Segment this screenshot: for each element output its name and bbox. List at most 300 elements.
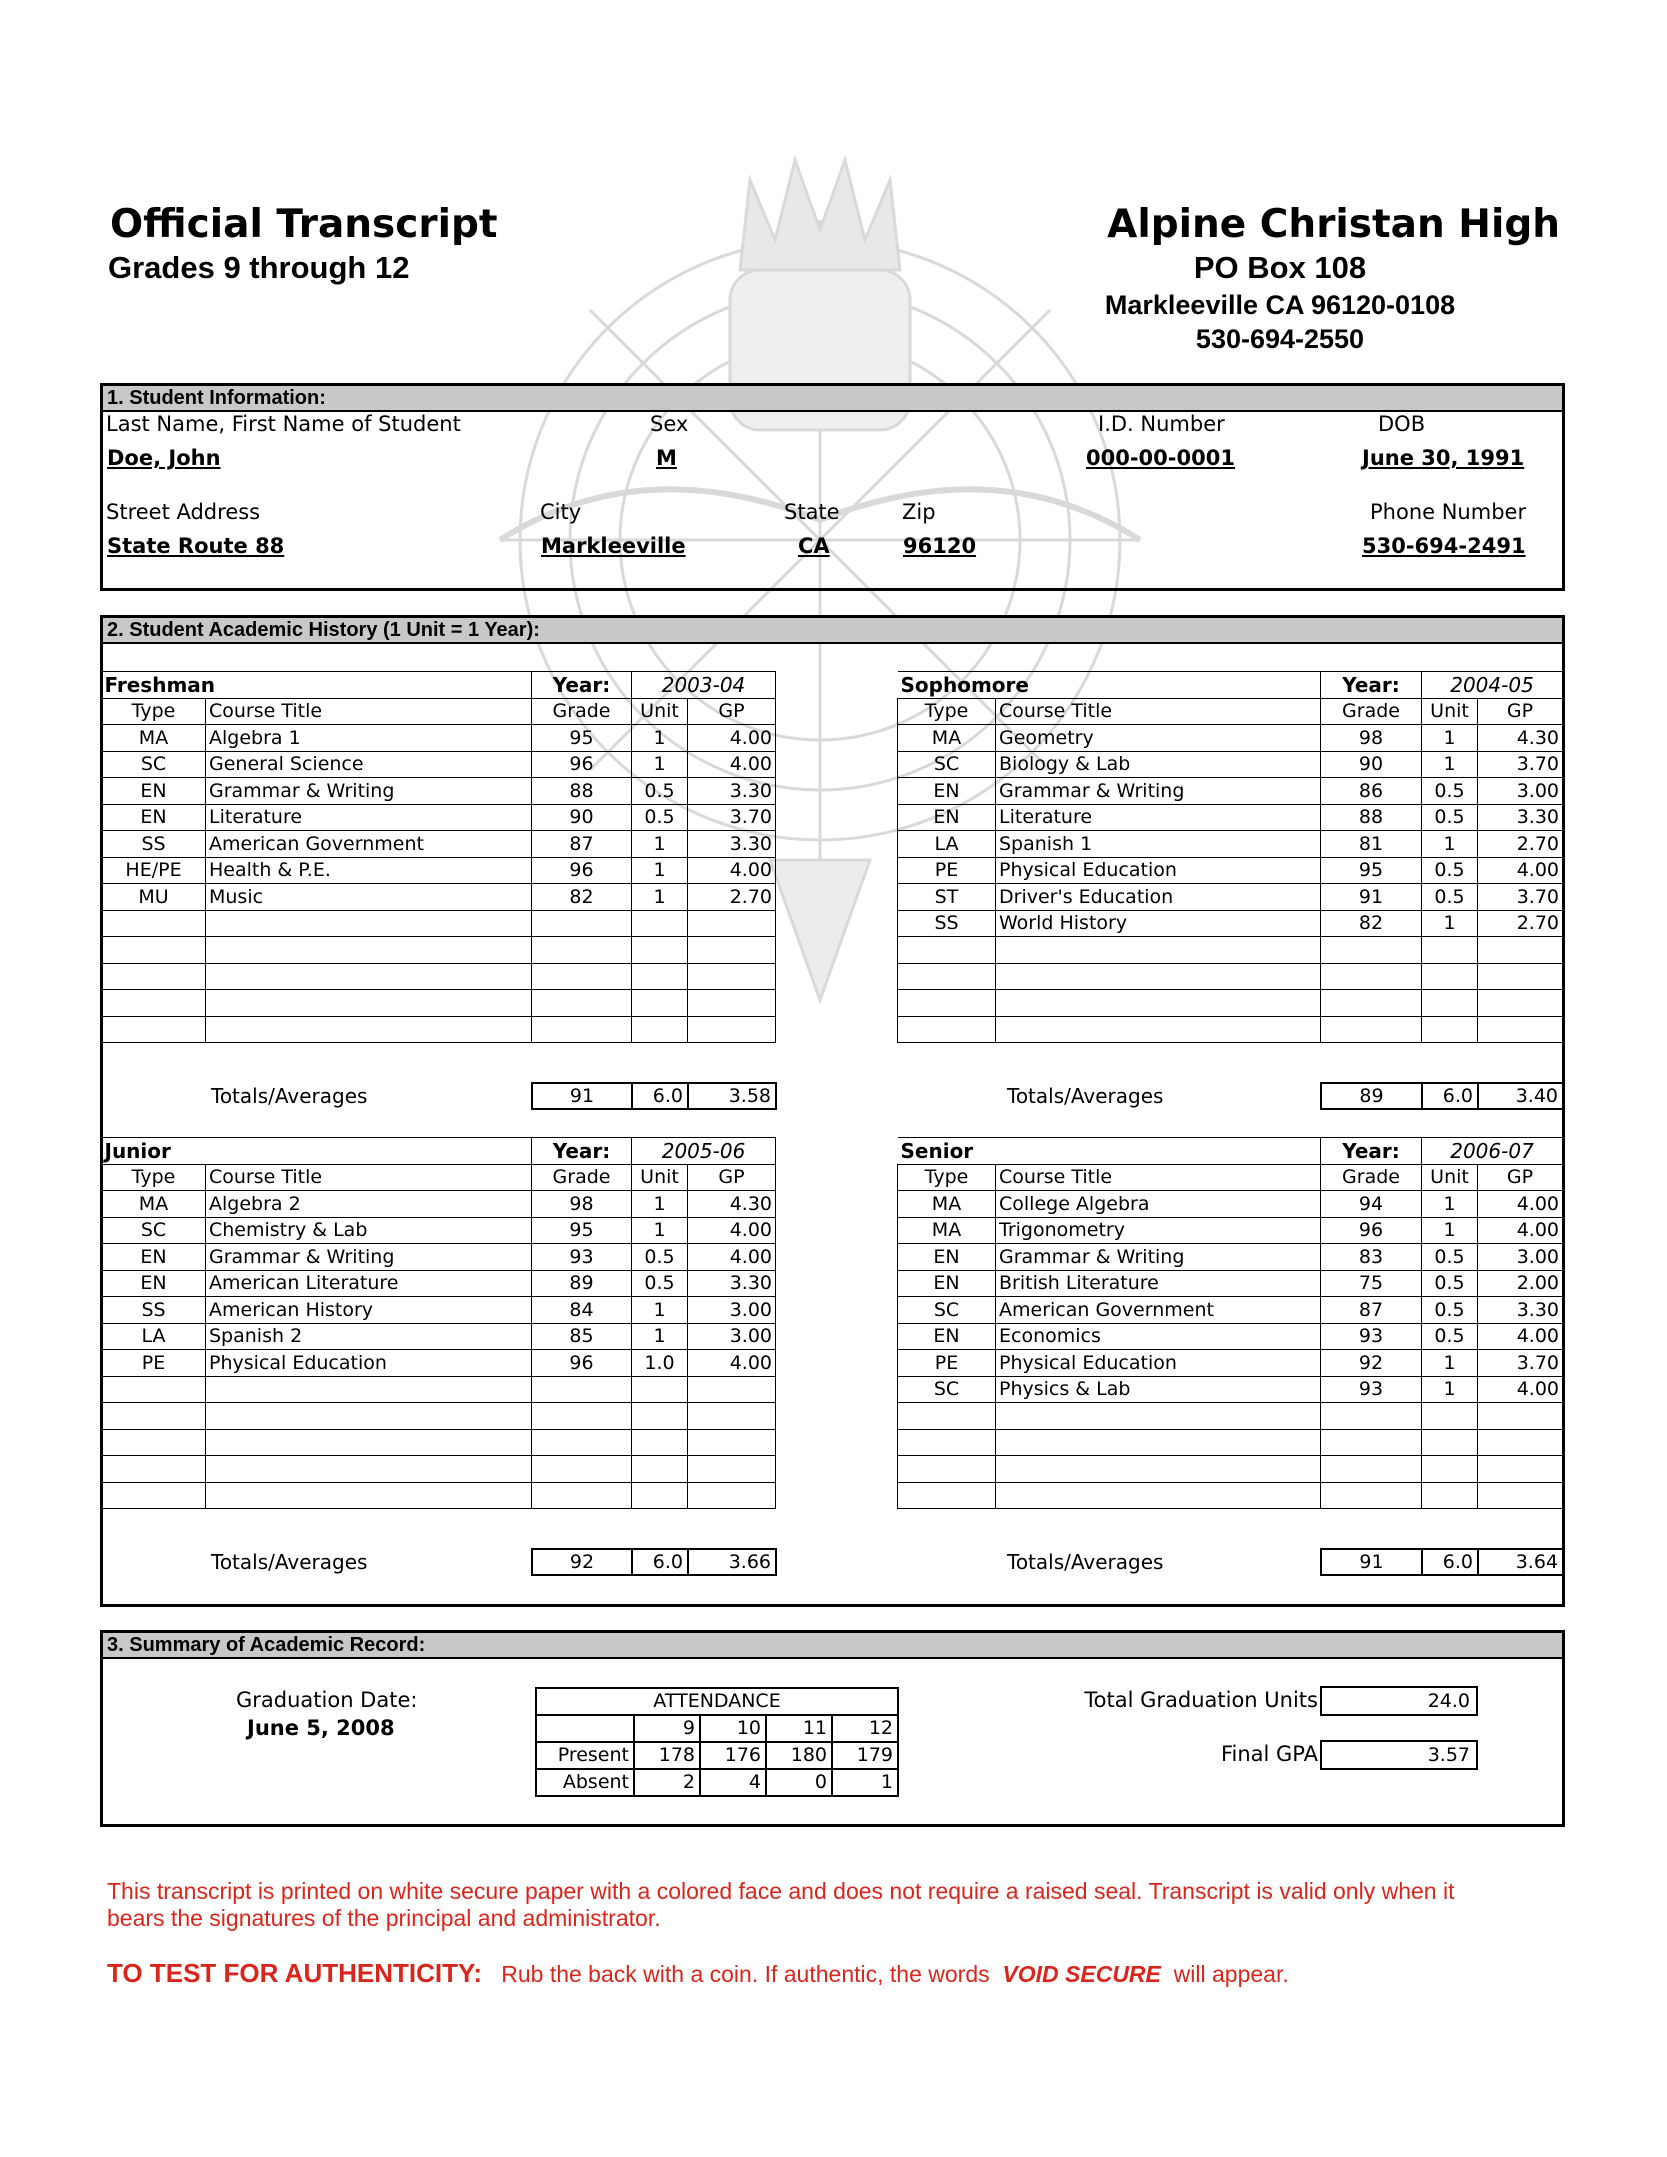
course-row: [102, 963, 776, 990]
course-unit: [632, 1376, 688, 1403]
course-grade: [532, 1482, 632, 1509]
course-gp: 4.30: [1478, 725, 1563, 752]
total-unit: 6.0: [632, 1083, 688, 1109]
course-unit: 1: [1422, 725, 1478, 752]
course-type: EN: [898, 778, 996, 805]
course-title: Literature: [996, 804, 1321, 831]
total-units-value: 24.0: [1320, 1686, 1478, 1716]
course-type: MA: [102, 1191, 206, 1218]
course-gp: [1478, 990, 1563, 1017]
course-grade: 88: [532, 778, 632, 805]
dob-value: June 30, 1991: [1362, 446, 1525, 470]
totals-label: Totals/Averages: [1007, 1550, 1164, 1574]
col-gp-header: GP: [1478, 698, 1563, 725]
course-title: [206, 1403, 532, 1430]
course-unit: 1: [632, 884, 688, 911]
course-row: [898, 725, 1563, 752]
course-grade: 96: [532, 751, 632, 778]
present-label: Present: [536, 1742, 634, 1769]
total-unit: 6.0: [1422, 1549, 1478, 1575]
course-title: Algebra 2: [206, 1191, 532, 1218]
street-address: State Route 88: [107, 534, 285, 558]
course-row: [102, 1403, 776, 1430]
total-grade: 92: [532, 1549, 632, 1575]
course-unit: [1422, 1456, 1478, 1483]
course-unit: 0.5: [1422, 1323, 1478, 1350]
course-gp: 4.00: [688, 1244, 776, 1271]
course-gp: 3.70: [1478, 1350, 1563, 1377]
course-row: [102, 1456, 776, 1483]
course-grade: 98: [1321, 725, 1422, 752]
course-grade: 89: [532, 1270, 632, 1297]
course-gp: 3.30: [1478, 804, 1563, 831]
graduation-date-label: Graduation Date:: [236, 1688, 418, 1712]
course-gp: 4.00: [1478, 1323, 1563, 1350]
course-grade: 96: [532, 1350, 632, 1377]
course-unit: [632, 1403, 688, 1430]
course-title: Trigonometry: [996, 1217, 1321, 1244]
course-unit: 0.5: [632, 1270, 688, 1297]
secure-paper-notice: This transcript is printed on white secure paper with a colored face and does not require a raised seal. Transcript is valid only when it bears the signatures of the principal and administrator.: [107, 1878, 1455, 1931]
course-row: [898, 884, 1563, 911]
col-type-header: Type: [102, 698, 206, 725]
state-value: CA: [798, 534, 830, 558]
course-unit: 0.5: [1422, 857, 1478, 884]
void-secure-text: VOID SECURE: [1002, 1961, 1161, 1987]
school-address-line1: PO Box 108: [1193, 250, 1367, 285]
course-gp: [1478, 963, 1563, 990]
final-gpa-value: 3.57: [1320, 1740, 1478, 1770]
course-grade: 93: [1321, 1376, 1422, 1403]
course-type: PE: [898, 1350, 996, 1377]
course-grade: 87: [1321, 1297, 1422, 1324]
course-row: [898, 778, 1563, 805]
year-label: Year:: [1321, 1138, 1422, 1165]
course-title: American Government: [206, 831, 532, 858]
course-type: EN: [898, 804, 996, 831]
total-gp: 3.66: [688, 1549, 776, 1575]
course-row: [102, 857, 776, 884]
course-gp: [688, 1456, 776, 1483]
course-title: Physical Education: [996, 857, 1321, 884]
final-gpa-label: Final GPA: [1220, 1742, 1318, 1766]
attendance-title: ATTENDANCE: [536, 1688, 898, 1715]
school-address-line2: Markleeville CA 96120-0108: [1104, 290, 1456, 320]
course-unit: [632, 963, 688, 990]
course-unit: 0.5: [1422, 778, 1478, 805]
course-type: HE/PE: [102, 857, 206, 884]
authenticity-test-text: Rub the back with a coin. If authentic, the words: [501, 1961, 990, 1987]
col-grade-header: Grade: [532, 1164, 632, 1191]
page-subtitle: Grades 9 through 12: [108, 250, 410, 285]
course-gp: [688, 910, 776, 937]
course-title: [206, 910, 532, 937]
course-table-junior: [101, 1137, 776, 1509]
course-gp: 4.00: [1478, 1376, 1563, 1403]
course-type: PE: [898, 857, 996, 884]
course-type: MA: [898, 725, 996, 752]
zip-label: Zip: [902, 500, 936, 524]
col-unit-header: Unit: [632, 698, 688, 725]
course-grade: [532, 937, 632, 964]
zip-value: 96120: [903, 534, 977, 558]
course-gp: 4.00: [688, 725, 776, 752]
course-type: [102, 1016, 206, 1043]
course-type: [102, 990, 206, 1017]
course-row: [898, 1376, 1563, 1403]
course-type: [102, 1482, 206, 1509]
course-unit: [1422, 963, 1478, 990]
course-title: [206, 937, 532, 964]
authenticity-test-text-end: will appear.: [1173, 1961, 1289, 1987]
totals-row: [1320, 1082, 1564, 1110]
absent-label: Absent: [536, 1769, 634, 1796]
course-type: SC: [898, 1376, 996, 1403]
course-title: Economics: [996, 1323, 1321, 1350]
course-table-sophomore: [897, 671, 1563, 1043]
course-grade: [532, 990, 632, 1017]
course-gp: 4.00: [688, 1350, 776, 1377]
attendance-table: [535, 1687, 899, 1797]
course-grade: 81: [1321, 831, 1422, 858]
course-gp: [688, 1429, 776, 1456]
course-gp: 3.70: [688, 804, 776, 831]
year-level-name: Freshman: [102, 672, 532, 699]
course-title: [996, 937, 1321, 964]
course-unit: 0.5: [632, 778, 688, 805]
total-unit: 6.0: [632, 1549, 688, 1575]
course-grade: 84: [532, 1297, 632, 1324]
course-row: [102, 937, 776, 964]
course-row: [898, 1323, 1563, 1350]
course-unit: 0.5: [632, 1244, 688, 1271]
course-grade: [1321, 963, 1422, 990]
course-grade: 91: [1321, 884, 1422, 911]
course-unit: [632, 1456, 688, 1483]
course-row: [898, 1456, 1563, 1483]
attendance-grade: 9: [634, 1715, 700, 1742]
course-grade: [1321, 990, 1422, 1017]
course-gp: 3.70: [1478, 884, 1563, 911]
course-type: MU: [102, 884, 206, 911]
course-row: [898, 831, 1563, 858]
course-unit: [632, 1429, 688, 1456]
col-type-header: Type: [898, 698, 996, 725]
course-row: [102, 884, 776, 911]
course-grade: [532, 910, 632, 937]
course-gp: 3.30: [1478, 1297, 1563, 1324]
course-gp: [688, 990, 776, 1017]
course-grade: [532, 1456, 632, 1483]
course-unit: [1422, 1403, 1478, 1430]
course-row: [898, 857, 1563, 884]
course-grade: 96: [1321, 1217, 1422, 1244]
course-type: SC: [898, 751, 996, 778]
id-number: 000-00-0001: [1086, 446, 1235, 470]
course-title: [996, 1429, 1321, 1456]
course-title: Spanish 1: [996, 831, 1321, 858]
course-grade: [532, 963, 632, 990]
sex-value: M: [656, 446, 677, 470]
col-gp-header: GP: [688, 1164, 776, 1191]
course-table-senior: [897, 1137, 1563, 1509]
school-year: 2004-05: [1422, 672, 1563, 699]
course-gp: 3.30: [688, 778, 776, 805]
course-title: [206, 963, 532, 990]
course-type: [898, 1482, 996, 1509]
course-type: [898, 990, 996, 1017]
course-type: LA: [898, 831, 996, 858]
authenticity-test: [107, 1958, 1289, 1989]
course-type: [102, 1429, 206, 1456]
course-unit: 0.5: [1422, 1244, 1478, 1271]
course-type: [898, 1403, 996, 1430]
total-unit: 6.0: [1422, 1083, 1478, 1109]
course-type: [898, 1016, 996, 1043]
course-unit: [1422, 1482, 1478, 1509]
course-type: [898, 1456, 996, 1483]
total-gp: 3.58: [688, 1083, 776, 1109]
phone-number-label: Phone Number: [1370, 500, 1527, 524]
city-label: City: [540, 500, 582, 524]
course-gp: 2.70: [1478, 910, 1563, 937]
school-name: Alpine Christan High: [1107, 202, 1560, 247]
state-label: State: [784, 500, 840, 524]
course-grade: 83: [1321, 1244, 1422, 1271]
course-row: [102, 1191, 776, 1218]
col-gp-header: GP: [688, 698, 776, 725]
course-grade: 88: [1321, 804, 1422, 831]
totals-label: Totals/Averages: [211, 1084, 368, 1108]
course-title: [996, 1403, 1321, 1430]
course-title: [206, 1016, 532, 1043]
course-title: Health & P.E.: [206, 857, 532, 884]
course-grade: 82: [1321, 910, 1422, 937]
course-title: [996, 990, 1321, 1017]
course-type: SS: [898, 910, 996, 937]
section-header-academic-history: 2. Student Academic History (1 Unit = 1 Year):: [103, 618, 1562, 644]
course-type: EN: [898, 1244, 996, 1271]
course-type: SS: [102, 1297, 206, 1324]
course-row: [102, 1244, 776, 1271]
course-grade: 90: [532, 804, 632, 831]
course-row: [102, 1270, 776, 1297]
course-row: [898, 1482, 1563, 1509]
course-type: EN: [102, 1270, 206, 1297]
course-type: SS: [102, 831, 206, 858]
course-title: Physical Education: [206, 1350, 532, 1377]
course-type: EN: [102, 804, 206, 831]
course-type: [102, 910, 206, 937]
course-title: Literature: [206, 804, 532, 831]
course-title: Biology & Lab: [996, 751, 1321, 778]
course-type: MA: [898, 1191, 996, 1218]
course-type: MA: [102, 725, 206, 752]
course-unit: 1: [632, 1297, 688, 1324]
course-title: British Literature: [996, 1270, 1321, 1297]
course-row: [898, 963, 1563, 990]
course-type: [898, 937, 996, 964]
present-value: 178: [634, 1742, 700, 1769]
total-gp: 3.64: [1478, 1549, 1563, 1575]
course-unit: 1: [1422, 1376, 1478, 1403]
col-gp-header: GP: [1478, 1164, 1563, 1191]
course-unit: [632, 910, 688, 937]
course-gp: 4.30: [688, 1191, 776, 1218]
course-row: [102, 778, 776, 805]
course-row: [898, 1350, 1563, 1377]
course-title: College Algebra: [996, 1191, 1321, 1218]
course-type: EN: [102, 778, 206, 805]
course-gp: 3.00: [688, 1323, 776, 1350]
course-row: [102, 751, 776, 778]
col-unit-header: Unit: [632, 1164, 688, 1191]
course-title: American History: [206, 1297, 532, 1324]
attendance-grade: 10: [700, 1715, 766, 1742]
course-gp: 3.30: [688, 1270, 776, 1297]
course-title: Physics & Lab: [996, 1376, 1321, 1403]
present-value: 176: [700, 1742, 766, 1769]
phone-number: 530-694-2491: [1362, 534, 1526, 558]
course-gp: 2.70: [688, 884, 776, 911]
absent-value: 2: [634, 1769, 700, 1796]
total-grade: 91: [532, 1083, 632, 1109]
course-unit: 1: [1422, 1217, 1478, 1244]
course-gp: 4.00: [688, 857, 776, 884]
present-value: 179: [832, 1742, 898, 1769]
course-unit: [1422, 937, 1478, 964]
course-type: [102, 937, 206, 964]
course-gp: [1478, 1429, 1563, 1456]
course-type: [898, 963, 996, 990]
course-type: LA: [102, 1323, 206, 1350]
id-number-label: I.D. Number: [1098, 412, 1225, 436]
course-grade: 93: [532, 1244, 632, 1271]
course-title: [996, 1482, 1321, 1509]
sex-label: Sex: [650, 412, 689, 436]
course-gp: 4.00: [688, 751, 776, 778]
course-gp: 4.00: [1478, 1191, 1563, 1218]
course-unit: [632, 990, 688, 1017]
course-title: Physical Education: [996, 1350, 1321, 1377]
course-gp: [1478, 1456, 1563, 1483]
total-units-label: Total Graduation Units: [1084, 1688, 1318, 1712]
col-type-header: Type: [898, 1164, 996, 1191]
course-type: [102, 1376, 206, 1403]
course-gp: 3.00: [1478, 778, 1563, 805]
course-grade: 90: [1321, 751, 1422, 778]
course-unit: 1: [632, 857, 688, 884]
course-gp: [1478, 1016, 1563, 1043]
course-grade: 94: [1321, 1191, 1422, 1218]
course-gp: 2.00: [1478, 1270, 1563, 1297]
col-course-header: Course Title: [206, 1164, 532, 1191]
course-row: [898, 910, 1563, 937]
page-title: Official Transcript: [110, 202, 498, 247]
authenticity-test-label: TO TEST FOR AUTHENTICITY:: [107, 1958, 483, 1988]
col-course-header: Course Title: [996, 698, 1321, 725]
course-row: [898, 990, 1563, 1017]
course-gp: 4.00: [688, 1217, 776, 1244]
course-title: Grammar & Writing: [206, 778, 532, 805]
course-row: [102, 1297, 776, 1324]
course-title: General Science: [206, 751, 532, 778]
absent-value: 1: [832, 1769, 898, 1796]
school-year: 2006-07: [1422, 1138, 1563, 1165]
graduation-date: June 5, 2008: [247, 1716, 395, 1740]
course-table-freshman: [101, 671, 776, 1043]
course-grade: [532, 1429, 632, 1456]
course-grade: 85: [532, 1323, 632, 1350]
course-unit: 1: [1422, 910, 1478, 937]
course-unit: 0.5: [1422, 1297, 1478, 1324]
course-type: SC: [898, 1297, 996, 1324]
course-gp: 3.00: [1478, 1244, 1563, 1271]
total-grade: 89: [1321, 1083, 1422, 1109]
course-unit: 1: [1422, 751, 1478, 778]
course-grade: [532, 1376, 632, 1403]
course-title: [996, 1456, 1321, 1483]
col-grade-header: Grade: [1321, 698, 1422, 725]
course-gp: [688, 937, 776, 964]
course-grade: 92: [1321, 1350, 1422, 1377]
course-row: [102, 1323, 776, 1350]
course-row: [898, 1270, 1563, 1297]
course-grade: 86: [1321, 778, 1422, 805]
totals-label: Totals/Averages: [211, 1550, 368, 1574]
course-unit: [1422, 1016, 1478, 1043]
course-title: [206, 1429, 532, 1456]
course-grade: [1321, 1429, 1422, 1456]
course-title: World History: [996, 910, 1321, 937]
course-type: EN: [898, 1323, 996, 1350]
course-row: [102, 725, 776, 752]
course-row: [898, 1429, 1563, 1456]
course-grade: [1321, 1456, 1422, 1483]
course-gp: [1478, 1482, 1563, 1509]
course-grade: 87: [532, 831, 632, 858]
course-gp: 4.00: [1478, 857, 1563, 884]
course-row: [898, 751, 1563, 778]
course-title: Music: [206, 884, 532, 911]
course-gp: [688, 1403, 776, 1430]
course-row: [898, 804, 1563, 831]
section-header-student-info: 1. Student Information:: [103, 386, 1562, 412]
student-name-label: Last Name, First Name of Student: [106, 412, 461, 436]
totals-row: [531, 1548, 777, 1576]
course-title: Chemistry & Lab: [206, 1217, 532, 1244]
course-unit: 1.0: [632, 1350, 688, 1377]
course-type: [102, 1403, 206, 1430]
course-row: [898, 1297, 1563, 1324]
course-grade: [532, 1403, 632, 1430]
course-row: [102, 990, 776, 1017]
course-unit: 1: [632, 1217, 688, 1244]
course-gp: [688, 1016, 776, 1043]
course-title: [206, 990, 532, 1017]
course-type: PE: [102, 1350, 206, 1377]
student-name: Doe, John: [107, 446, 221, 470]
course-row: [102, 910, 776, 937]
course-title: Algebra 1: [206, 725, 532, 752]
course-type: [898, 1429, 996, 1456]
totals-row: [531, 1082, 777, 1110]
attendance-grade: 12: [832, 1715, 898, 1742]
dob-label: DOB: [1378, 412, 1426, 436]
course-row: [898, 937, 1563, 964]
col-type-header: Type: [102, 1164, 206, 1191]
year-label: Year:: [532, 1138, 632, 1165]
